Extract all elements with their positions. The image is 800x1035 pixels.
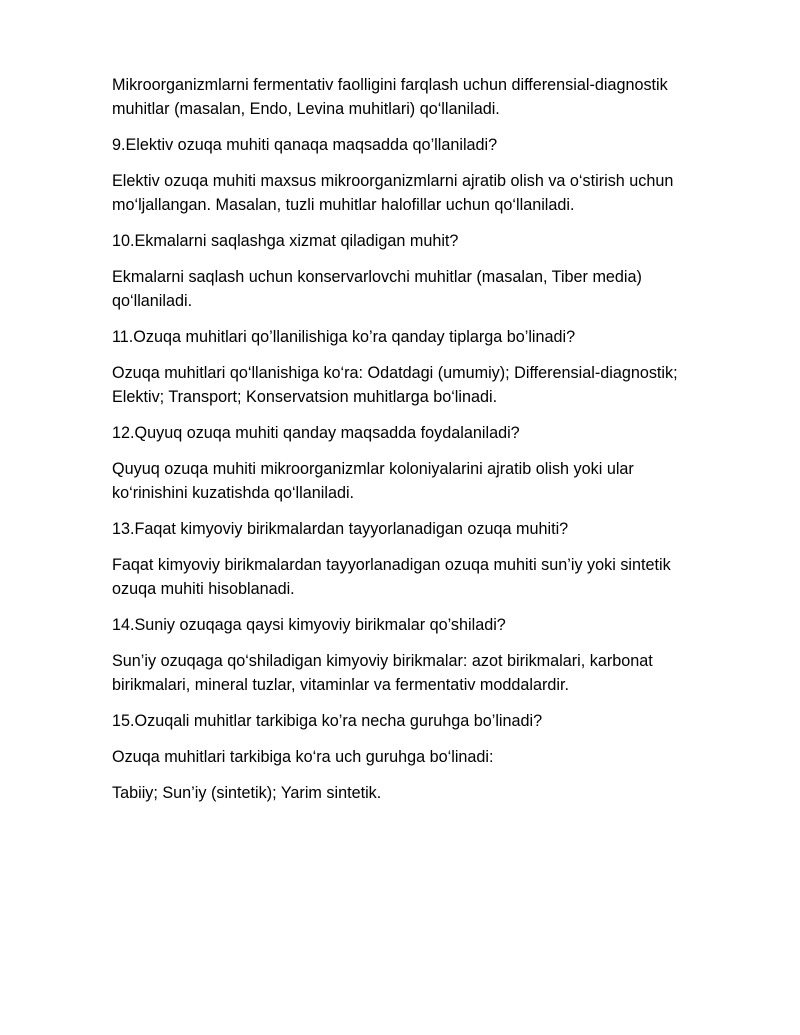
answer-14: Sun’iy ozuqaga qo‘shiladigan kimyoviy birikmalar: azot birikmalari, karbonat birikmalari, mineral tuzlar, vitaminlar va fermentativ moddalardir. xyxy=(112,652,653,694)
answer-11: Ozuqa muhitlari qo‘llanishiga ko‘ra: Odatdagi (umumiy); Differensial-diagnostik; Elektiv; Transport; Konservatsion muhitlarga bo‘linadi. xyxy=(112,364,678,406)
answer-15-intro: Ozuqa muhitlari tarkibiga ko‘ra uch guruhga bo‘linadi: xyxy=(112,748,494,766)
question-9: 9.Elektiv ozuqa muhiti qanaqa maqsadda qo’llaniladi? xyxy=(112,136,498,154)
answer-9: Elektiv ozuqa muhiti maxsus mikroorganizmlarni ajratib olish va o‘stirish uchun mo‘ljallangan. Masalan, tuzli muhitlar halofillar uchun qo‘llaniladi. xyxy=(112,172,674,214)
document-page xyxy=(112,73,712,817)
question-11: 11.Ozuqa muhitlari qo’llanilishiga ko’ra qanday tiplarga bo’linadi? xyxy=(112,328,576,346)
question-15: 15.Ozuqali muhitlar tarkibiga ko’ra necha guruhga bo’linadi? xyxy=(112,712,543,730)
answer-15-list: Tabiiy; Sun’iy (sintetik); Yarim sintetik. xyxy=(112,784,382,802)
answer-paragraph: Mikroorganizmlarni fermentativ faolligini farqlash uchun differensial-diagnostik muhitlar (masalan, Endo, Levina muhitlari) qo‘llaniladi. xyxy=(112,76,668,118)
question-12: 12.Quyuq ozuqa muhiti qanday maqsadda foydalaniladi? xyxy=(112,424,520,442)
question-14: 14.Suniy ozuqaga qaysi kimyoviy birikmalar qo’shiladi? xyxy=(112,616,506,634)
question-10: 10.Ekmalarni saqlashga xizmat qiladigan muhit? xyxy=(112,232,459,250)
answer-13: Faqat kimyoviy birikmalardan tayyorlanadigan ozuqa muhiti sun’iy yoki sintetik ozuqa muhiti hisoblanadi. xyxy=(112,556,671,598)
answer-10: Ekmalarni saqlash uchun konservarlovchi muhitlar (masalan, Tiber media) qo‘llaniladi. xyxy=(112,268,642,310)
answer-12: Quyuq ozuqa muhiti mikroorganizmlar koloniyalarini ajratib olish yoki ular ko‘rinishini kuzatishda qo‘llaniladi. xyxy=(112,460,634,502)
question-13: 13.Faqat kimyoviy birikmalardan tayyorlanadigan ozuqa muhiti? xyxy=(112,520,569,538)
